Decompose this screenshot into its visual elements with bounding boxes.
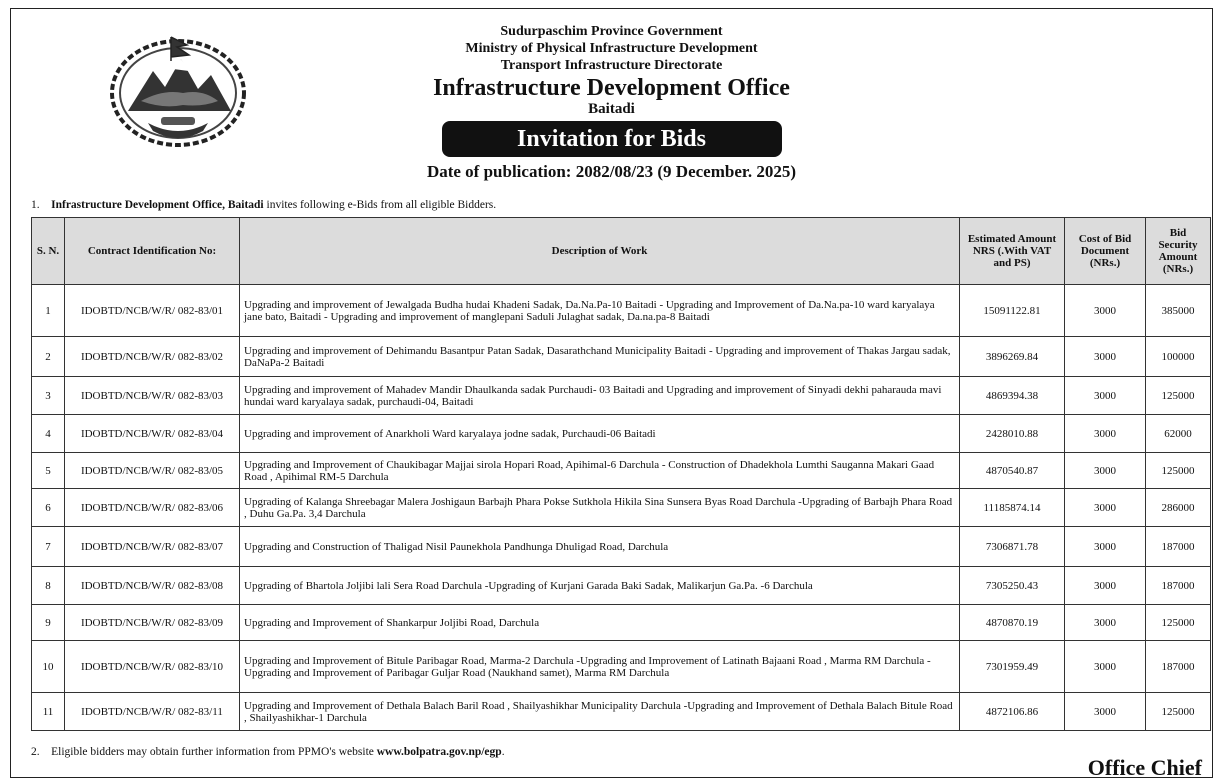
table-row: [32, 567, 1211, 605]
footer-suffix: .: [501, 746, 505, 758]
table-row: [32, 489, 1211, 527]
row-contract-id: IDOBTD/NCB/W/R/ 082-83/09: [65, 605, 240, 641]
table-row: [32, 337, 1211, 377]
row-description: Upgrading and Improvement of Chaukibagar Majjai sirola Hopari Road, Apihimal-6 Darchula - Construction of Dhadekhola Lumthi Sauganna Makari Gaad Road , Apihimal RM-5 Darchula: [240, 453, 960, 489]
row-bid-security: 187000: [1146, 567, 1211, 605]
row-bid-security: 100000: [1146, 337, 1211, 377]
row-contract-id: IDOBTD/NCB/W/R/ 082-83/07: [65, 527, 240, 567]
header-description: Description of Work: [240, 218, 960, 285]
table-header-row: [32, 218, 1211, 285]
row-bid-security: 187000: [1146, 527, 1211, 567]
ppmo-website-link[interactable]: www.bolpatra.gov.np/egp: [376, 746, 502, 758]
row-estimated-amount: 2428010.88: [960, 415, 1065, 453]
intro-paragraph: [31, 199, 496, 211]
row-doc-cost: 3000: [1065, 693, 1146, 731]
table-row: [32, 527, 1211, 567]
row-estimated-amount: 3896269.84: [960, 337, 1065, 377]
row-contract-id: IDOBTD/NCB/W/R/ 082-83/04: [65, 415, 240, 453]
notice-header: [11, 23, 1212, 183]
row-description: Upgrading and improvement of Dehimandu Basantpur Patan Sadak, Dasarathchand Municipality Baitadi - Upgrading and improvement of Thakas Jargau sadak, DaNaPa-2 Baitadi: [240, 337, 960, 377]
row-sn: 6: [32, 489, 65, 527]
directorate-name: Transport Infrastructure Directorate: [500, 58, 723, 73]
footer-paragraph: [31, 746, 505, 758]
row-contract-id: IDOBTD/NCB/W/R/ 082-83/02: [65, 337, 240, 377]
row-description: Upgrading and improvement of Anarkholi Ward karyalaya jodne sadak, Purchaudi-06 Baitadi: [240, 415, 960, 453]
row-estimated-amount: 11185874.14: [960, 489, 1065, 527]
table-row: [32, 285, 1211, 337]
row-sn: 3: [32, 377, 65, 415]
row-doc-cost: 3000: [1065, 337, 1146, 377]
row-description: Upgrading and Construction of Thaligad Nisil Paunekhola Pandhunga Dhuligad Road, Darchula: [240, 527, 960, 567]
invitation-banner: Invitation for Bids: [442, 121, 782, 157]
row-description: Upgrading of Bhartola Joljibi lali Sera Road Darchula -Upgrading of Kurjani Garada Baki Sadak, Malikarjun Ga.Pa. -6 Darchula: [240, 567, 960, 605]
row-description: Upgrading of Kalanga Shreebagar Malera Joshigaun Barbajh Phara Pokse Sutkhola Hikila Sina Sunsera Byas Road Darchula -Upgrading of Barbajh Phara Road , Duhu Ga.Pa. 3,4 Darchula: [240, 489, 960, 527]
table-row: [32, 605, 1211, 641]
notice-frame: [10, 8, 1213, 778]
office-chief-signature: Office Chief: [1087, 755, 1202, 780]
row-sn: 2: [32, 337, 65, 377]
row-sn: 7: [32, 527, 65, 567]
row-contract-id: IDOBTD/NCB/W/R/ 082-83/05: [65, 453, 240, 489]
bids-table: [31, 217, 1211, 731]
row-bid-security: 62000: [1146, 415, 1211, 453]
row-estimated-amount: 7301959.49: [960, 641, 1065, 693]
row-sn: 4: [32, 415, 65, 453]
intro-office-name: Infrastructure Development Office, Baitadi: [51, 199, 264, 211]
row-sn: 10: [32, 641, 65, 693]
row-contract-id: IDOBTD/NCB/W/R/ 082-83/03: [65, 377, 240, 415]
row-description: Upgrading and Improvement of Shankarpur Joljibi Road, Darchula: [240, 605, 960, 641]
row-doc-cost: 3000: [1065, 377, 1146, 415]
row-contract-id: IDOBTD/NCB/W/R/ 082-83/01: [65, 285, 240, 337]
row-contract-id: IDOBTD/NCB/W/R/ 082-83/06: [65, 489, 240, 527]
row-bid-security: 125000: [1146, 377, 1211, 415]
row-bid-security: 286000: [1146, 489, 1211, 527]
row-description: Upgrading and Improvement of Bitule Paribagar Road, Marma-2 Darchula -Upgrading and Improvement of Latinath Bajaani Road , Marma RM Darchula -Upgrading and Improvement of Paribagar Guljar Road (Naukhand samet), Marma RM Darchula: [240, 641, 960, 693]
publication-date: Date of publication: 2082/08/23 (9 December. 2025): [426, 162, 797, 181]
office-title: Infrastructure Development Office: [433, 75, 790, 101]
ministry-name: Ministry of Physical Infrastructure Development: [465, 41, 758, 56]
province-name: Sudurpaschim Province Government: [500, 24, 723, 39]
row-estimated-amount: 15091122.81: [960, 285, 1065, 337]
row-estimated-amount: 7306871.78: [960, 527, 1065, 567]
row-estimated-amount: 4872106.86: [960, 693, 1065, 731]
row-doc-cost: 3000: [1065, 605, 1146, 641]
row-sn: 11: [32, 693, 65, 731]
header-doc-cost: Cost of Bid Document (NRs.): [1065, 218, 1146, 285]
row-sn: 9: [32, 605, 65, 641]
row-doc-cost: 3000: [1065, 415, 1146, 453]
row-contract-id: IDOBTD/NCB/W/R/ 082-83/08: [65, 567, 240, 605]
footer-text: Eligible bidders may obtain further information from PPMO's website: [51, 746, 377, 758]
table-row: [32, 377, 1211, 415]
row-bid-security: 125000: [1146, 605, 1211, 641]
header-contract-id: Contract Identification No:: [65, 218, 240, 285]
row-description: Upgrading and improvement of Jewalgada Budha hudai Khadeni Sadak, Da.Na.Pa-10 Baitadi - Upgrading and Improvement of Da.Na.pa-10 ward karyalaya jane bato, Baitadi - Upgrading and improvement of manglepani Saduli Julaghat sadak, Da.na.pa-8 Baitadi: [240, 285, 960, 337]
row-estimated-amount: 4869394.38: [960, 377, 1065, 415]
row-sn: 5: [32, 453, 65, 489]
row-doc-cost: 3000: [1065, 285, 1146, 337]
intro-text: invites following e-Bids from all eligible Bidders.: [263, 199, 497, 211]
row-estimated-amount: 7305250.43: [960, 567, 1065, 605]
row-bid-security: 385000: [1146, 285, 1211, 337]
row-description: Upgrading and improvement of Mahadev Mandir Dhaulkanda sadak Purchaudi- 03 Baitadi and Upgrading and improvement of Sinyadi dekhi paharauda mavi hundai ward karyalaya sadak, purchaudi-04, Baitadi: [240, 377, 960, 415]
row-estimated-amount: 4870540.87: [960, 453, 1065, 489]
table-row: [32, 641, 1211, 693]
row-doc-cost: 3000: [1065, 641, 1146, 693]
table-row: [32, 415, 1211, 453]
footer-number: 2.: [31, 746, 40, 758]
row-bid-security: 125000: [1146, 693, 1211, 731]
row-doc-cost: 3000: [1065, 489, 1146, 527]
office-city: Baitadi: [588, 101, 635, 117]
row-sn: 1: [32, 285, 65, 337]
row-description: Upgrading and Improvement of Dethala Balach Baril Road , Shailyashikhar Municipality Darchula -Upgrading and Improvement of Dethala Balach Bitule Road , Shailyashikhar-1 Darchula: [240, 693, 960, 731]
row-estimated-amount: 4870870.19: [960, 605, 1065, 641]
intro-number: 1.: [31, 199, 40, 211]
row-contract-id: IDOBTD/NCB/W/R/ 082-83/11: [65, 693, 240, 731]
table-row: [32, 453, 1211, 489]
row-sn: 8: [32, 567, 65, 605]
row-doc-cost: 3000: [1065, 453, 1146, 489]
row-bid-security: 125000: [1146, 453, 1211, 489]
row-doc-cost: 3000: [1065, 567, 1146, 605]
row-bid-security: 187000: [1146, 641, 1211, 693]
table-row: [32, 693, 1211, 731]
header-estimated-amount: Estimated Amount NRS (.With VAT and PS): [960, 218, 1065, 285]
header-sn: S. N.: [32, 218, 65, 285]
header-bid-security: Bid Security Amount (NRs.): [1146, 218, 1211, 285]
row-contract-id: IDOBTD/NCB/W/R/ 082-83/10: [65, 641, 240, 693]
row-doc-cost: 3000: [1065, 527, 1146, 567]
